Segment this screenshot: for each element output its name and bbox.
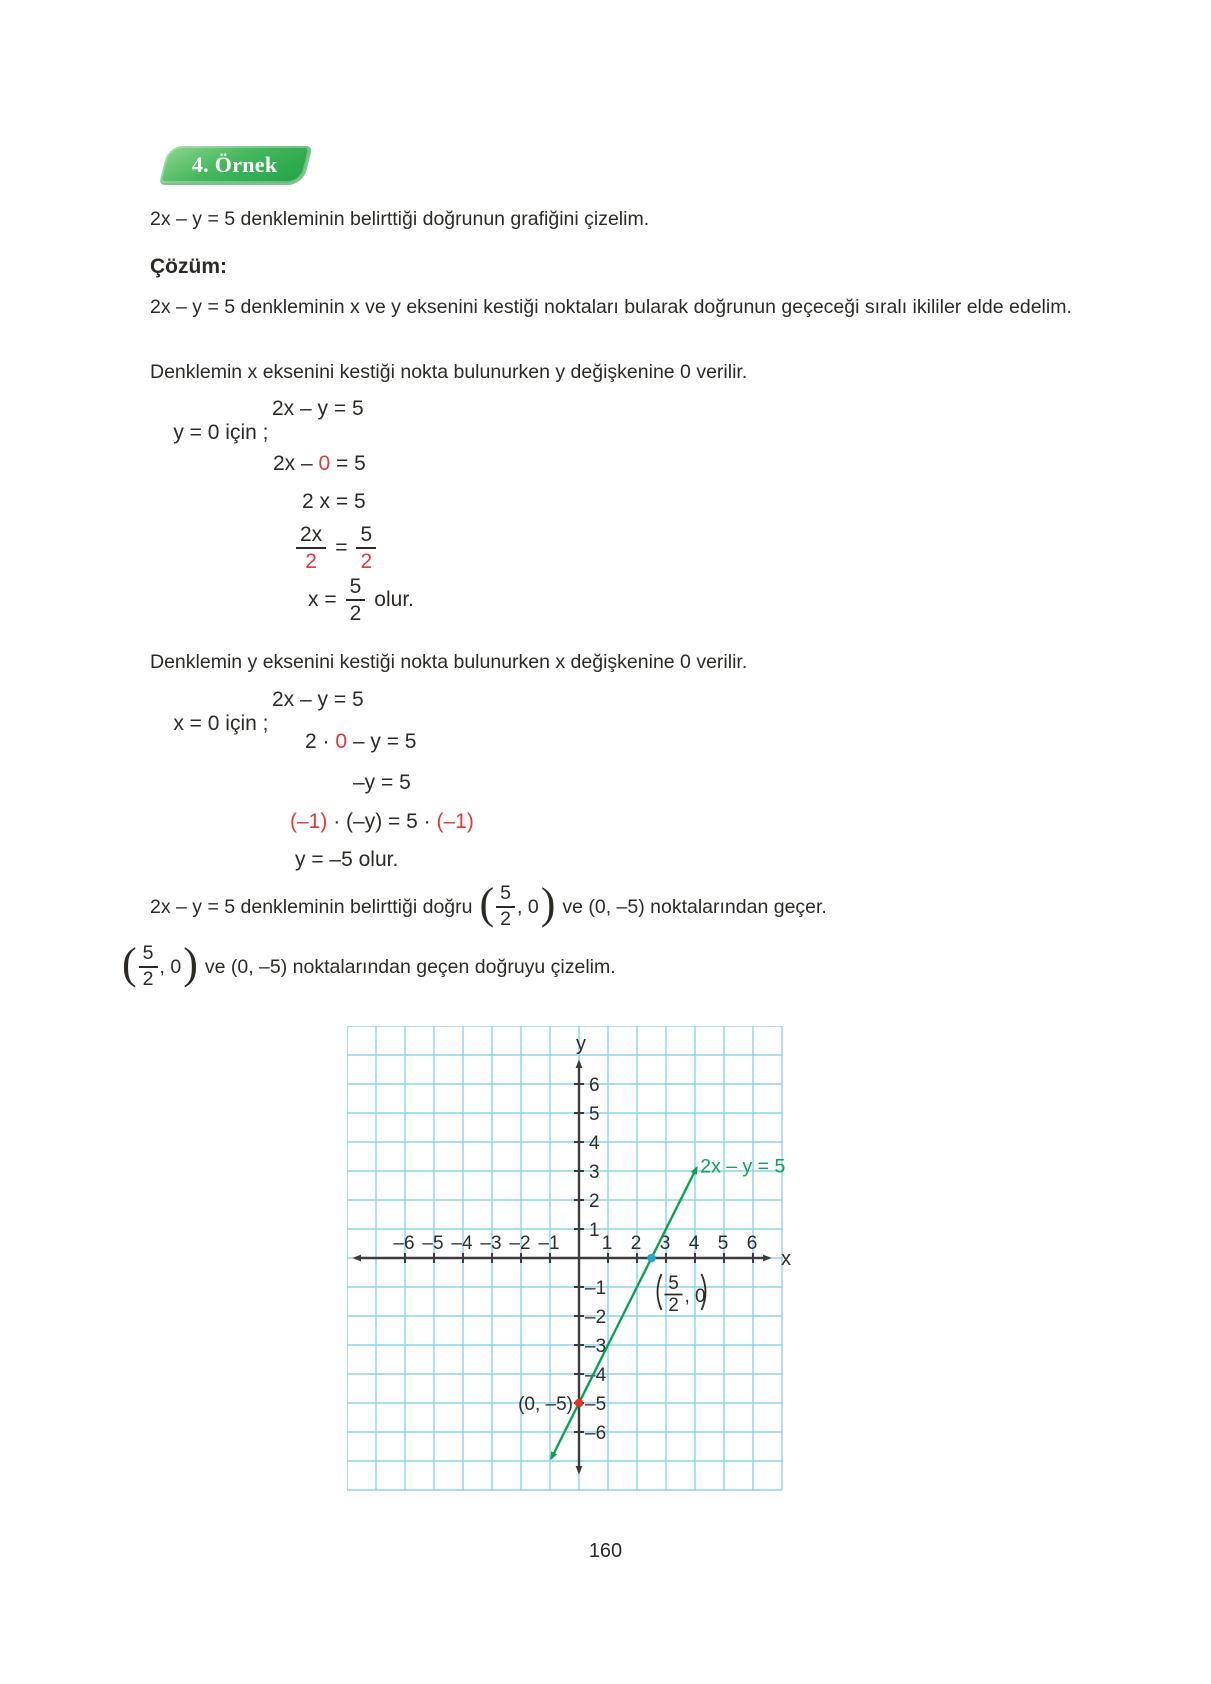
substituted-zero-y: 0 <box>335 730 348 753</box>
equation-y2: –y = 5 <box>353 771 411 794</box>
coordinate-graph-svg <box>347 1026 802 1494</box>
svg-text:1: 1 <box>589 1220 600 1241</box>
substituted-zero: 0 <box>318 452 331 475</box>
svg-text:x: x <box>781 1248 791 1270</box>
condition-row-y <box>150 688 268 760</box>
svg-text:6: 6 <box>589 1075 600 1096</box>
svg-text:3: 3 <box>659 1233 671 1254</box>
point-a-inline: ( $\frac{5}{2}$ , 0 ) <box>479 878 556 930</box>
equation-y0: 2x – y = 5 <box>272 688 364 711</box>
fraction-5-over-2-result: $\frac{5}{2}$ <box>346 576 366 625</box>
svg-text:3: 3 <box>589 1162 600 1183</box>
equation-x3 <box>296 524 376 573</box>
svg-text:2: 2 <box>589 1191 600 1212</box>
x-intercept-dot <box>647 1254 656 1263</box>
svg-text:–1: –1 <box>538 1233 560 1254</box>
svg-text:, 0: , 0 <box>684 1286 706 1307</box>
svg-text:–6: –6 <box>393 1233 415 1254</box>
condition-row-x <box>150 397 268 469</box>
fraction-2x-over-2: $\frac{2x}{2}$ <box>296 524 326 573</box>
label-open-paren <box>658 1274 662 1310</box>
fraction-5-over-2: $\frac{5}{2}$ <box>356 524 376 573</box>
svg-text:1: 1 <box>601 1233 613 1254</box>
equation-x2: 2 x = 5 <box>302 490 366 513</box>
equation-y3: (–1) · (–y) = 5 · (–1) <box>290 810 474 833</box>
line-equation-label: 2x – y = 5 <box>700 1155 786 1178</box>
svg-text:y: y <box>576 1033 586 1055</box>
x-intercept-explanation: Denklemin x eksenini kestiği nokta bulunurken y değişkenine 0 verilir. <box>150 361 748 383</box>
equation-y1: 2 · 0 – y = 5 <box>305 730 417 753</box>
solution-heading: Çözüm: <box>150 255 227 278</box>
equation-x0: 2x – y = 5 <box>272 397 364 420</box>
svg-text:–2: –2 <box>585 1307 607 1328</box>
point-a-inline-2: ( $\frac{5}{2}$ , 0 ) <box>122 938 198 990</box>
svg-text:–4: –4 <box>451 1233 473 1254</box>
page-number: 160 <box>588 1540 623 1562</box>
inline-fraction-2: $\frac{5}{2}$ <box>139 944 158 990</box>
equals-sign: = <box>335 536 348 560</box>
svg-text:2: 2 <box>630 1233 642 1254</box>
y-intercept-explanation: Denklemin y eksenini kestiği nokta bulunurken x değişkenine 0 verilir. <box>150 651 748 673</box>
condition-y: x = 0 için ; <box>173 712 269 735</box>
equation-x4: x = $\frac{5}{2}$ olur. <box>308 575 414 626</box>
conclusion-sentence-2: ( $\frac{5}{2}$ , 0 ) ve (0, –5) noktalarından geçen doğruyu çizelim. <box>122 938 616 990</box>
y-intercept-dot <box>575 1399 584 1408</box>
svg-text:5: 5 <box>717 1233 729 1254</box>
example-badge-label: 4. Örnek <box>192 151 278 177</box>
equation-y4: y = –5 olur. <box>295 848 399 871</box>
condition-x: y = 0 için ; <box>173 421 269 444</box>
inline-fraction: $\frac{5}{2}$ <box>496 884 515 930</box>
svg-text:–6: –6 <box>585 1423 607 1444</box>
solution-paragraph: 2x – y = 5 denkleminin x ve y eksenini kestiği noktaları bularak doğrunun geçeceği sıralı ikililer elde edelim. <box>150 296 1072 318</box>
intro-sentence: 2x – y = 5 denkleminin belirttiği doğrunun grafiğini çizelim. <box>150 208 650 230</box>
conclusion-sentence: 2x – y = 5 denkleminin belirttiği doğru ( $\frac{5}{2}$ , 0 ) ve (0, –5) noktalarından geçer. <box>150 878 827 930</box>
svg-text:5: 5 <box>589 1104 600 1125</box>
svg-text:–3: –3 <box>585 1336 607 1357</box>
example-badge <box>159 146 310 183</box>
svg-text:–2: –2 <box>509 1233 531 1254</box>
coordinate-graph <box>347 1026 802 1499</box>
svg-text:2: 2 <box>668 1295 679 1316</box>
svg-text:–5: –5 <box>422 1233 444 1254</box>
svg-text:–5: –5 <box>585 1394 607 1415</box>
svg-text:4: 4 <box>688 1233 700 1254</box>
svg-text:5: 5 <box>668 1273 679 1294</box>
svg-text:6: 6 <box>746 1233 758 1254</box>
svg-text:–1: –1 <box>585 1278 607 1299</box>
svg-text:4: 4 <box>589 1133 600 1154</box>
equation-x1: 2x – 0 = 5 <box>273 452 366 475</box>
y-intercept-label: (0, –5) <box>518 1394 573 1415</box>
svg-text:–3: –3 <box>480 1233 502 1254</box>
svg-text:–4: –4 <box>585 1365 607 1386</box>
